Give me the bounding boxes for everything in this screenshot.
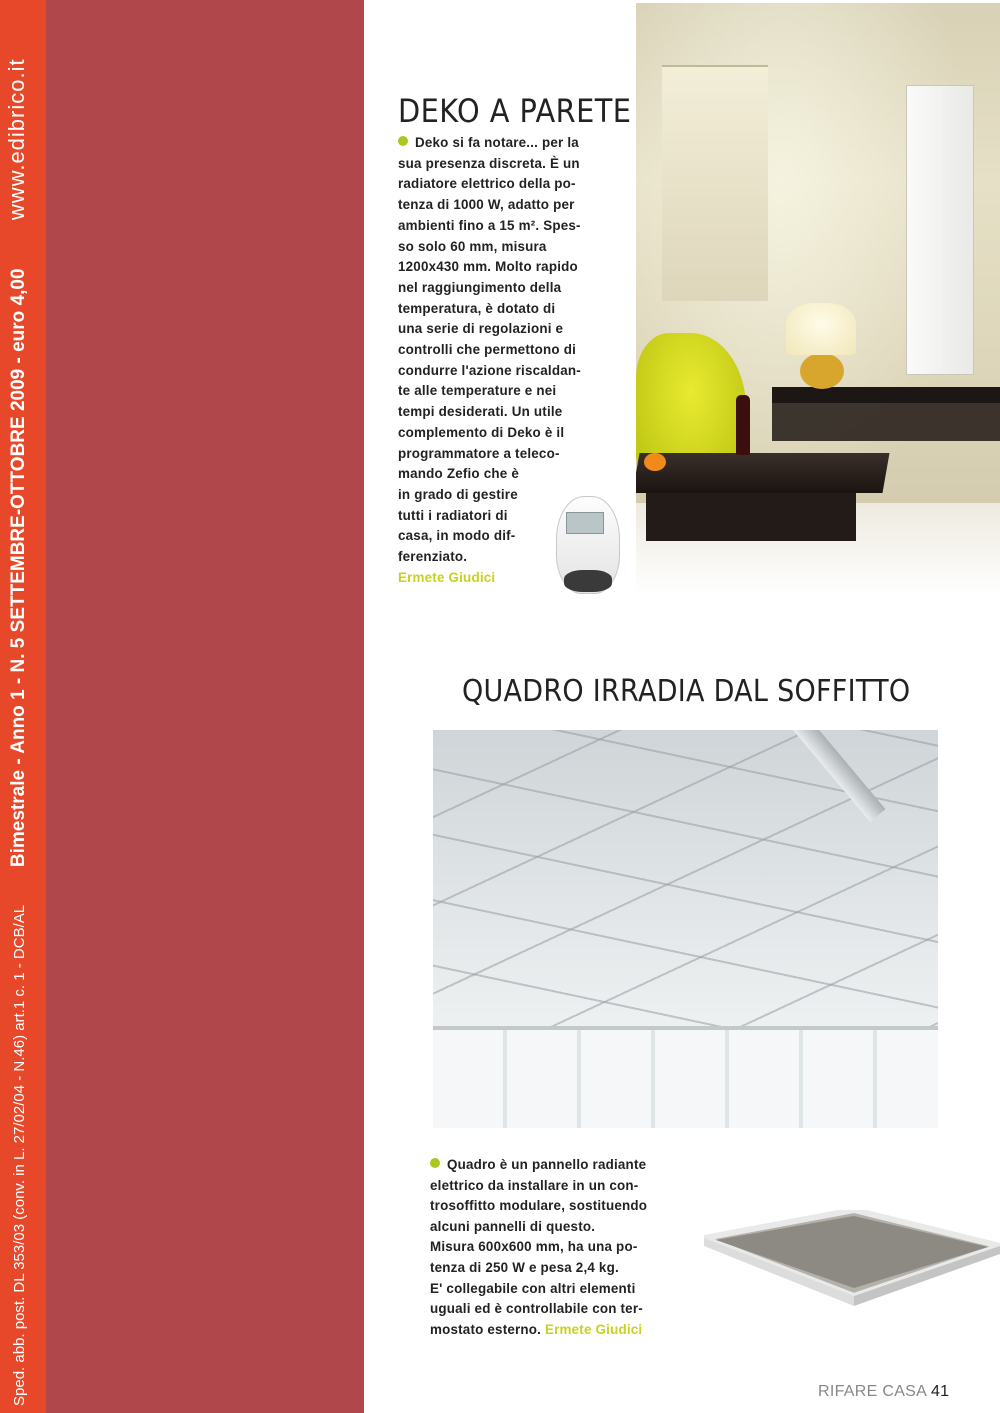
ceiling-panel-image [704,1210,1000,1320]
article1-line: complemento di Deko è il [398,424,565,440]
spine-postal: Sped. abb. post. DL 353/03 (conv. in L. 27/02/04 - N.46) art.1 c. 1 - DCB/AL [11,905,28,1406]
article2-line: E' collegabile con altri elementi [430,1280,636,1296]
article2-line: alcuni pannelli di questo. [430,1218,596,1234]
article1-line: sua presenza discreta. È un [398,155,580,171]
article1-line: so solo 60 mm, misura [398,238,547,254]
page-footer [818,1383,949,1401]
article1-line: nel raggiungimento della [398,279,562,295]
radiator-image [906,85,974,375]
spine-text [2,0,46,1413]
spine-website: www.edibrico.it [4,58,29,221]
article2-line: Misura 600x600 mm, ha una po- [430,1239,638,1255]
article1-line: controlli che permettono di [398,342,577,358]
cover-panel [46,0,364,1413]
spine-issue: Bimestrale - Anno 1 - N. 5 SETTEMBRE-OTTOBRE 2009 - euro 4,00 [8,268,29,868]
footer-brand: RIFARE CASA [818,1383,927,1400]
article2-line: mostato esterno. Ermete Giudici [430,1321,643,1337]
article1-line: mando Zefio che è [398,466,519,482]
article1-line: tempi desiderati. Un utile [398,404,563,420]
article2-line: trosoffitto modulare, sostituendo [430,1198,648,1214]
article2-line: tenza di 250 W e pesa 2,4 kg. [430,1259,619,1275]
article1-line: Deko si fa notare... per la [398,133,620,154]
article1-line: 1200x430 mm. Molto rapido [398,259,578,275]
article2-line: elettrico da installare in un con- [430,1177,639,1193]
article1-line: in grado di gestire [398,486,518,502]
article1-line: programmatore a teleco- [398,445,560,461]
page-number: 41 [930,1383,950,1400]
article2-body [430,1155,710,1340]
article1-line: tenza di 1000 W, adatto per [398,197,575,213]
bullet-icon [398,136,408,146]
article2-author: Ermete Giudici [545,1321,643,1337]
article2-title: QUADRO IRRADIA DAL SOFFITTO [462,674,911,709]
article1-line: tutti i radiatori di [398,507,508,523]
article2-line: Quadro è un pannello radiante [430,1155,710,1176]
bullet-icon [430,1158,440,1168]
article1-line: ambienti fino a 15 m². Spes- [398,217,581,233]
remote-control-image [540,490,632,600]
article1-line: temperatura, è dotato di [398,300,556,316]
article1-author: Ermete Giudici [398,569,496,585]
article2-line: uguali ed è controllabile con ter- [430,1301,643,1317]
article1-line: una serie di regolazioni e [398,321,564,337]
article1-line: ferenziato. [398,549,468,565]
article1-line: casa, in modo dif- [398,528,516,544]
article1-line: te alle temperature e nei [398,383,557,399]
spine-line [4,6,30,1406]
ceiling-photo [433,730,938,1128]
article1-line: radiatore elettrico della po- [398,176,576,192]
article1-title: DEKO A PARETE [398,92,632,130]
article1-line: condurre l'azione riscaldan- [398,362,581,378]
living-room-photo [636,3,1000,595]
